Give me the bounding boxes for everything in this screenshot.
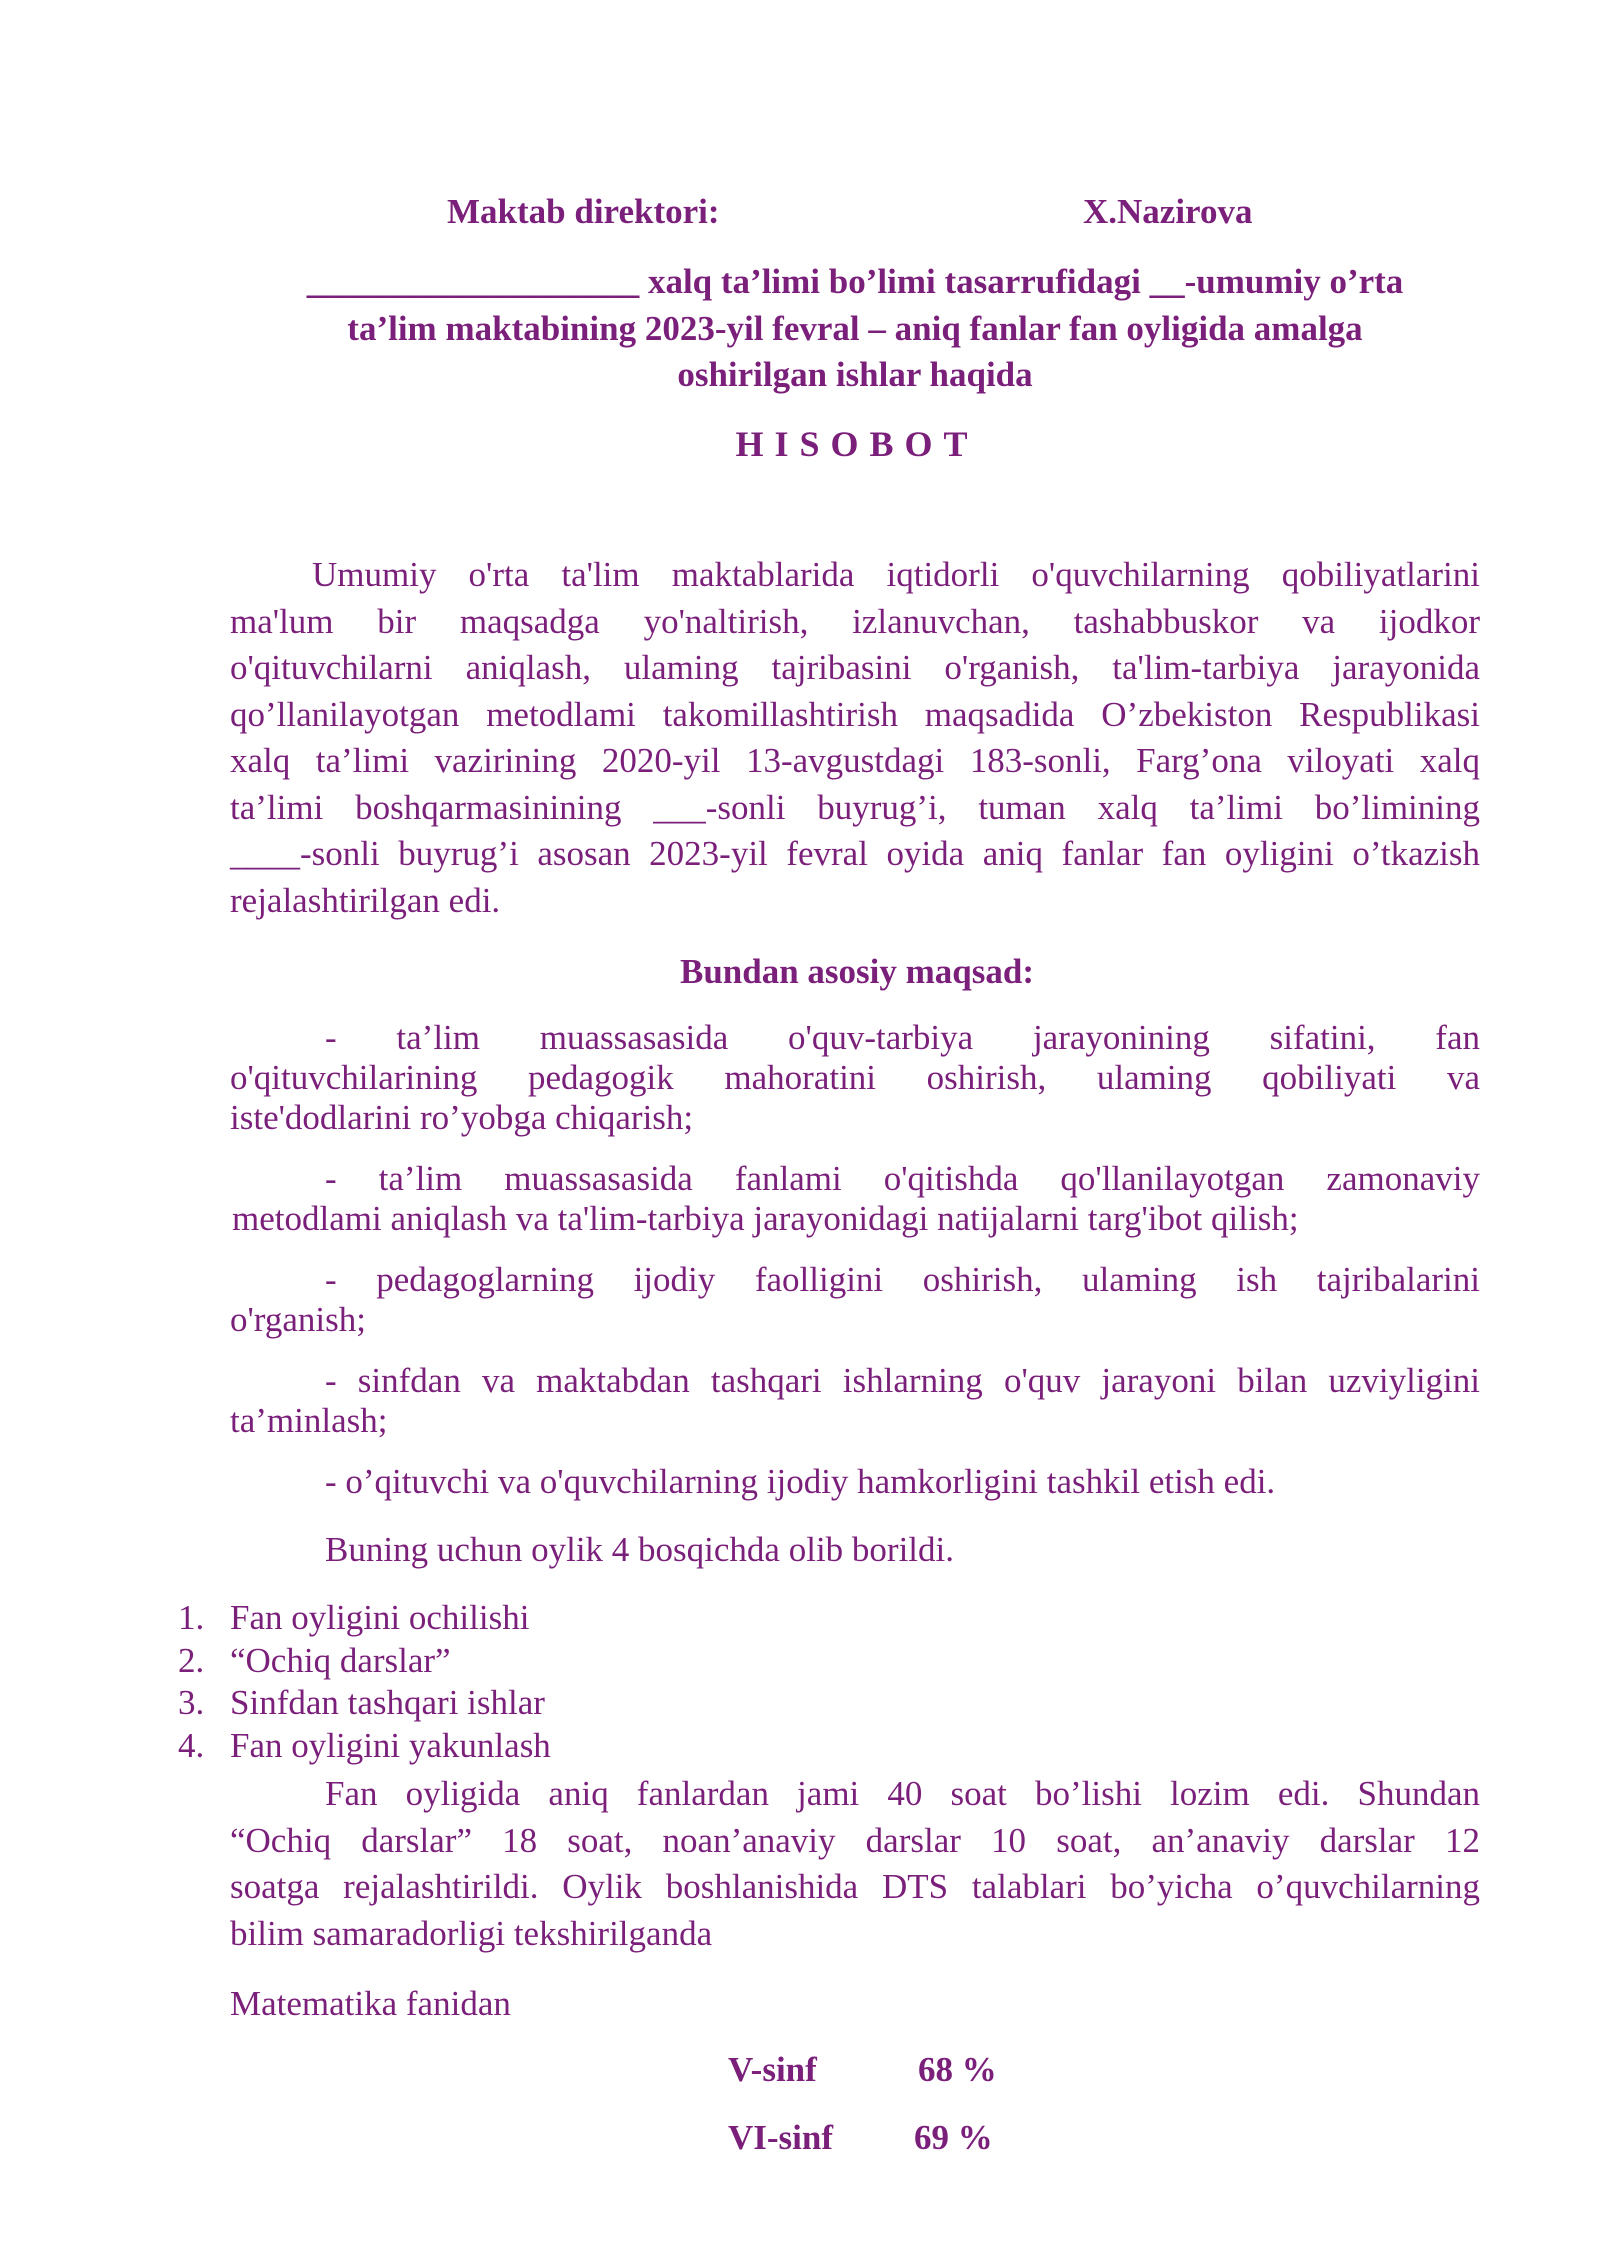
list-item (178, 1682, 551, 1725)
title-line-3: oshirilgan ishlar haqida (677, 355, 1033, 394)
intro-line: Umumiy o'rta ta'lim maktablarida iqtidorli o'quvchilarning qobiliyatlarini (312, 555, 1480, 594)
list-item (178, 1640, 551, 1683)
summary-line: bilim samaradorligi tekshirilganda (230, 1913, 713, 1953)
list-number: 1. (178, 1598, 205, 1637)
summary-line: Fan oyligida aniq fanlardan jami 40 soat bo’lishi lozim edi. Shundan (325, 1774, 1480, 1813)
goal-item (232, 1159, 1480, 1239)
list-item (178, 1725, 551, 1768)
summary-line: “Ochiq darslar” 18 soat, noan’anaviy darslar 10 soat, an’anaviy darslar 12 (230, 1820, 1480, 1860)
director-label: Maktab direktori: (447, 192, 720, 231)
goal-line: ta’minlash; (230, 1401, 388, 1440)
goal-line: - sinfdan va maktabdan tashqari ishlarning o'quv jarayoni bilan uzviyligini (325, 1361, 1480, 1400)
document-title (260, 259, 1450, 399)
intro-line: qo’llanilayotgan metodlami takomillashtirish maqsadida O’zbekiston Respublikasi (230, 694, 1480, 734)
goal-line: - o’qituvchi va o'quvchilarning ijodiy hamkorligini tashkil etish edi. (325, 1462, 1276, 1501)
goal-item (230, 1462, 1480, 1502)
intro-line: o'qituvchilarni aniqlash, ulaming tajribasini o'rganish, ta'lim-tarbiya jarayonida (230, 648, 1480, 687)
stages-intro: Buning uchun oylik 4 bosqichda olib borildi. (325, 1530, 954, 1569)
intro-line: rejalashtirilgan edi. (230, 880, 501, 920)
title-line-1: ___________________ xalq ta’limi bo’limi tasarrufidagi __-umumiy o’rta (306, 262, 1404, 301)
grade-label: V-sinf (728, 2050, 817, 2089)
title-line-2: ta’lim maktabining 2023-yil fevral – aniq fanlar fan oyligida amalga (347, 308, 1363, 348)
goal-line: o'qituvchilarining pedagogik mahoratini oshirish, ulaming qobiliyati va (230, 1058, 1480, 1097)
grade-percent: 68 % (918, 2050, 997, 2089)
goal-line: - pedagoglarning ijodiy faolligini oshirish, ulaming ish tajribalarini (325, 1260, 1480, 1299)
goal-item (230, 1361, 1480, 1441)
list-number: 4. (178, 1725, 205, 1765)
summary-line: soatga rejalashtirildi. Oylik boshlanishida DTS talablari bo’yicha o’quvchilarning (230, 1867, 1480, 1906)
intro-line: xalq ta’limi vazirining 2020-yil 13-avgustdagi 183-sonli, Farg’ona viloyati xalq (230, 741, 1480, 780)
goal-line: - ta’lim muassasasida fanlami o'qitishda qo'llanilayotgan zamonaviy (325, 1159, 1480, 1198)
goal-line: - ta’lim muassasasida o'quv-tarbiya jarayonining sifatini, fan (325, 1018, 1480, 1057)
stages-list (178, 1597, 551, 1767)
grade-label: VI-sinf (728, 2118, 834, 2157)
goal-item (230, 1260, 1480, 1340)
goal-line: iste'dodlarini ro’yobga chiqarish; (230, 1098, 694, 1137)
list-number: 3. (178, 1683, 205, 1722)
director-name: X.Nazirova (1083, 192, 1253, 231)
list-text: Sinfdan tashqari ishlar (230, 1683, 545, 1722)
list-text: Fan oyligini yakunlash (230, 1725, 551, 1765)
goal-line: o'rganish; (230, 1300, 366, 1339)
goals-heading: Bundan asosiy maqsad: (679, 952, 1035, 991)
report-heading: HISOBOT (735, 424, 979, 464)
intro-line: ____-sonli buyrug’i asosan 2023-yil fevral oyida aniq fanlar fan oyligini o’tkazish (230, 834, 1480, 873)
list-item (178, 1597, 551, 1640)
list-number: 2. (178, 1640, 205, 1680)
intro-line: ma'lum bir maqsadga yo'naltirish, izlanuvchan, tashabbuskor va ijodkor (230, 601, 1480, 641)
list-text: “Ochiq darslar” (230, 1640, 451, 1680)
goal-item (230, 1018, 1480, 1138)
intro-line: ta’limi boshqarmasinining ___-sonli buyrug’i, tuman xalq ta’limi bo’limining (230, 787, 1480, 827)
math-label: Matematika fanidan (230, 1984, 511, 2023)
summary-paragraph (230, 1771, 1480, 1957)
grade-percent: 69 % (914, 2118, 993, 2157)
goal-line: metodlami aniqlash va ta'lim-tarbiya jarayonidagi natijalarni targ'ibot qilish; (232, 1199, 1299, 1238)
intro-paragraph (230, 552, 1480, 924)
list-text: Fan oyligini ochilishi (230, 1598, 530, 1637)
